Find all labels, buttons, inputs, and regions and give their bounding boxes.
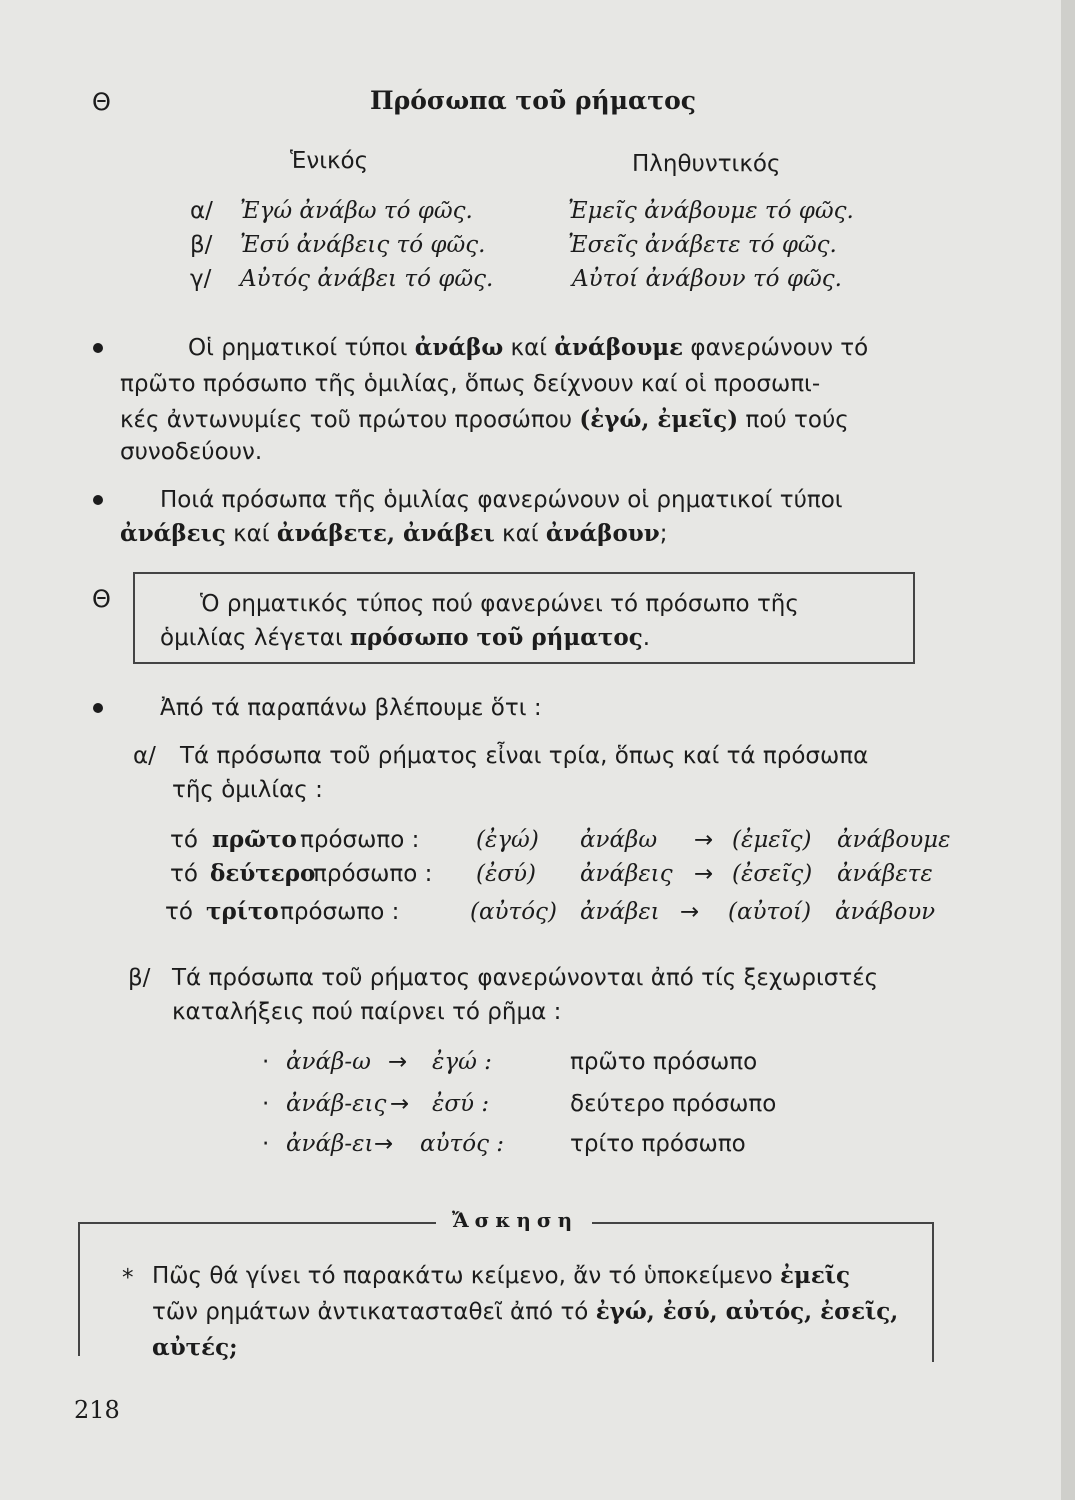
arrow-icon: → [694, 827, 714, 853]
item-label: β/ [128, 965, 151, 991]
row-label: α/ [190, 198, 213, 224]
definition-line: ὁμιλίας λέγεται πρόσωπο τοῦ ρήματος. [160, 624, 651, 651]
question-line: ἀνάβεις καί ἀνάβετε, ἀνάβει καί ἀνάβουν; [120, 520, 668, 547]
singular-cell: Ἐγώ ἀνάβω τό φῶς. [240, 198, 473, 224]
question-line: Ποιά πρόσωπα τῆς ὁμιλίας φανερώνουν οἱ ρηματικοί τύποι [160, 487, 843, 513]
row-label: γ/ [190, 266, 212, 292]
exercise-border-right [932, 1222, 934, 1362]
paragraph-line: κές ἀντωνυμίες τοῦ πρώτου προσώπου (ἐγώ, ἐμεῖς) πού τούς [120, 406, 849, 433]
exercise-border-left [78, 1222, 80, 1356]
arrow-icon: → [374, 1131, 394, 1157]
exercise-border-top-right [592, 1222, 934, 1224]
item-label: α/ [133, 743, 156, 769]
bullet-icon [93, 495, 103, 505]
theta-symbol: Θ [92, 88, 111, 116]
theta-symbol: Θ [92, 585, 111, 613]
item-text: Τά πρόσωπα τοῦ ρήματος φανερώνονται ἀπό τίς ξεχωριστές [172, 965, 879, 991]
page-edge [1061, 0, 1075, 1500]
bullet-icon [93, 343, 103, 353]
item-text: καταλήξεις πού παίρνει τό ρῆμα : [172, 999, 562, 1025]
arrow-icon: → [390, 1091, 410, 1117]
page-title: Πρόσωπα τοῦ ρήματος [370, 86, 696, 115]
definition-line: Ὁ ρηματικός τύπος πού φανερώνει τό πρόσωπο τῆς [200, 591, 799, 617]
bullet-icon [93, 703, 103, 713]
arrow-icon: → [680, 899, 700, 925]
arrow-icon: → [388, 1049, 408, 1075]
exercise-line: Πῶς θά γίνει τό παρακάτω κείμενο, ἄν τό ὑποκείμενο ἐμεῖς [152, 1262, 850, 1289]
singular-cell: Ἐσύ ἀνάβεις τό φῶς. [240, 232, 486, 258]
paragraph-line: πρῶτο πρόσωπο τῆς ὁμιλίας, ὅπως δείχνουν καί οἱ προσωπι- [120, 371, 821, 397]
item-text: Τά πρόσωπα τοῦ ρήματος εἶναι τρία, ὅπως καί τά πρόσωπα [180, 743, 869, 769]
paragraph-line: Οἱ ρηματικοί τύποι ἀνάβω καί ἀνάβουμε φανερώνουν τό [188, 334, 869, 361]
exercise-line: τῶν ρημάτων ἀντικατασταθεῖ ἀπό τό ἐγώ, ἐσύ, αὐτός, ἐσεῖς, [152, 1298, 899, 1325]
col-plural-header: Πληθυντικός [632, 151, 781, 177]
exercise-title: Ἄσκηση [452, 1208, 579, 1232]
row-label: β/ [190, 232, 213, 258]
plural-cell: Ἐμεῖς ἀνάβουμε τό φῶς. [568, 198, 854, 224]
section-intro: Ἀπό τά παραπάνω βλέπουμε ὅτι : [160, 695, 542, 721]
item-text: τῆς ὁμιλίας : [172, 777, 323, 803]
arrow-icon: → [694, 861, 714, 887]
paragraph-line: συνοδεύουν. [120, 439, 263, 465]
plural-cell: Αὐτοί ἀνάβουν τό φῶς. [572, 266, 842, 292]
plural-cell: Ἐσεῖς ἀνάβετε τό φῶς. [568, 232, 837, 258]
col-singular-header: Ἑνικός [290, 148, 369, 174]
exercise-border-top-left [78, 1222, 436, 1224]
exercise-line: αὐτές; [152, 1334, 238, 1361]
star-icon: * [122, 1265, 134, 1291]
singular-cell: Αὐτός ἀνάβει τό φῶς. [240, 266, 494, 292]
page-number: 218 [74, 1396, 120, 1424]
